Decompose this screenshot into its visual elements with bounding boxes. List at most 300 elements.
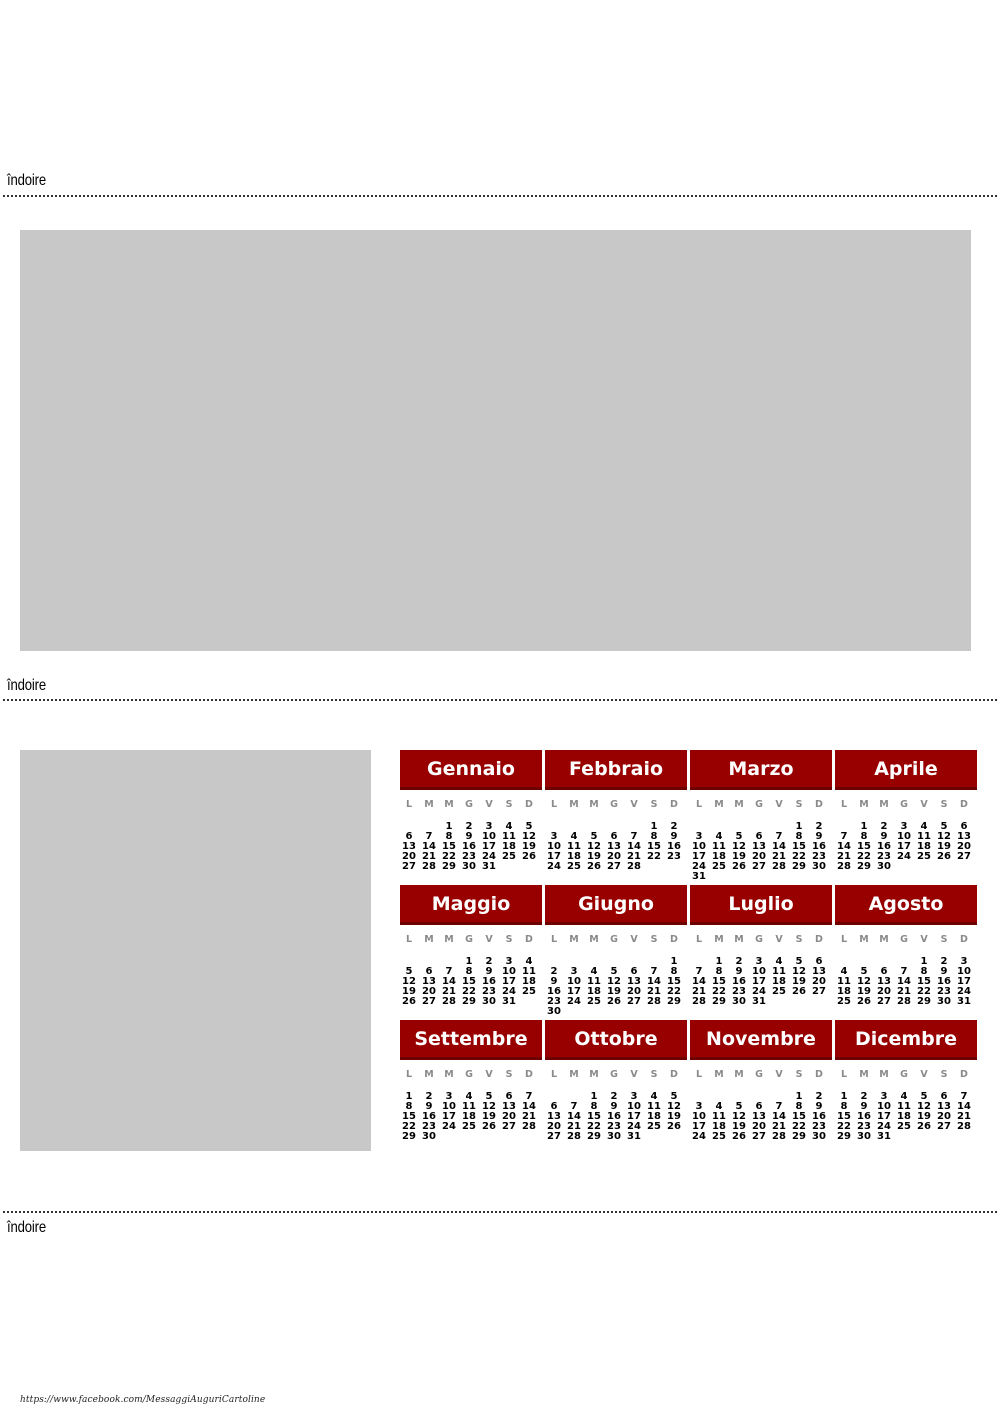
- weekday-label: G: [465, 1069, 473, 1080]
- day-number: 1: [795, 1091, 803, 1102]
- weekday-label: D: [670, 934, 678, 945]
- day-number: 29: [587, 1131, 601, 1142]
- day-number: 4: [900, 1091, 908, 1102]
- day-number: 30: [462, 861, 476, 872]
- day-number: 24: [547, 861, 561, 872]
- day-number: 17: [692, 851, 706, 862]
- day-number: 26: [732, 861, 746, 872]
- day-number: 29: [792, 1131, 806, 1142]
- day-number: 13: [957, 831, 971, 842]
- day-number: 22: [402, 1121, 416, 1132]
- day-number: 6: [880, 966, 888, 977]
- month-luglio: [690, 885, 832, 1007]
- day-number: 26: [937, 851, 951, 862]
- day-number: 23: [547, 996, 561, 1007]
- day-number: 31: [692, 871, 706, 882]
- weekday-label: M: [714, 934, 724, 945]
- day-number: 8: [795, 831, 803, 842]
- weekday-label: S: [940, 799, 948, 810]
- day-number: 2: [465, 821, 473, 832]
- month-title: Agosto: [835, 885, 977, 925]
- day-number: 27: [752, 1131, 766, 1142]
- day-number: 16: [482, 976, 496, 987]
- day-number: 18: [567, 851, 581, 862]
- day-number: 23: [937, 986, 951, 997]
- day-number: 15: [712, 976, 726, 987]
- day-number: 16: [812, 841, 826, 852]
- day-number: 8: [795, 1101, 803, 1112]
- day-number: 8: [715, 966, 723, 977]
- day-number: 8: [405, 1101, 413, 1112]
- day-number: 15: [667, 976, 681, 987]
- day-number: 19: [402, 986, 416, 997]
- weekday-label: G: [900, 799, 908, 810]
- weekday-label: M: [734, 799, 744, 810]
- day-number: 10: [897, 831, 911, 842]
- day-number: 18: [502, 841, 516, 852]
- day-number: 29: [442, 861, 456, 872]
- day-number: 7: [630, 831, 638, 842]
- day-number: 3: [755, 956, 763, 967]
- day-number: 28: [422, 861, 436, 872]
- day-number: 20: [627, 986, 641, 997]
- day-number: 31: [482, 861, 496, 872]
- weekday-label: S: [795, 1069, 803, 1080]
- day-number: 25: [462, 1121, 476, 1132]
- day-number: 4: [920, 821, 928, 832]
- day-number: 3: [960, 956, 968, 967]
- day-number: 28: [522, 1121, 536, 1132]
- day-number: 6: [550, 1101, 558, 1112]
- month-marzo: [690, 750, 832, 882]
- day-number: 29: [857, 861, 871, 872]
- day-number: 26: [522, 851, 536, 862]
- day-number: 2: [550, 966, 558, 977]
- weekday-label: M: [569, 934, 579, 945]
- day-number: 6: [960, 821, 968, 832]
- day-number: 21: [957, 1111, 971, 1122]
- day-number: 28: [957, 1121, 971, 1132]
- day-number: 6: [755, 1101, 763, 1112]
- day-number: 15: [837, 1111, 851, 1122]
- day-number: 6: [940, 1091, 948, 1102]
- month-giugno: [545, 885, 687, 1017]
- day-number: 5: [670, 1091, 678, 1102]
- day-number: 3: [630, 1091, 638, 1102]
- month-ottobre: [545, 1020, 687, 1142]
- day-number: 25: [897, 1121, 911, 1132]
- day-number: 12: [857, 976, 871, 987]
- day-number: 14: [522, 1101, 536, 1112]
- day-number: 29: [667, 996, 681, 1007]
- day-number: 19: [667, 1111, 681, 1122]
- day-number: 23: [877, 851, 891, 862]
- day-number: 10: [877, 1101, 891, 1112]
- day-number: 30: [482, 996, 496, 1007]
- day-number: 24: [442, 1121, 456, 1132]
- day-number: 19: [732, 1121, 746, 1132]
- day-number: 13: [752, 841, 766, 852]
- day-number: 20: [877, 986, 891, 997]
- day-number: 15: [917, 976, 931, 987]
- day-number: 6: [630, 966, 638, 977]
- day-number: 9: [550, 976, 558, 987]
- day-number: 15: [462, 976, 476, 987]
- fold-label-middle: îndoire: [7, 677, 46, 694]
- day-number: 14: [837, 841, 851, 852]
- day-number: 19: [857, 986, 871, 997]
- weekday-label: G: [755, 799, 763, 810]
- day-number: 26: [792, 986, 806, 997]
- day-number: 15: [857, 841, 871, 852]
- month-title: Luglio: [690, 885, 832, 925]
- day-number: 14: [442, 976, 456, 987]
- day-number: 23: [422, 1121, 436, 1132]
- day-number: 12: [792, 966, 806, 977]
- day-number: 13: [812, 966, 826, 977]
- day-number: 28: [627, 861, 641, 872]
- day-number: 20: [402, 851, 416, 862]
- weekday-label: M: [589, 1069, 599, 1080]
- day-number: 5: [525, 821, 533, 832]
- day-number: 7: [840, 831, 848, 842]
- day-number: 27: [502, 1121, 516, 1132]
- day-number: 5: [940, 821, 948, 832]
- day-number: 24: [877, 1121, 891, 1132]
- day-number: 3: [505, 956, 513, 967]
- weekday-label: M: [444, 799, 454, 810]
- day-number: 23: [732, 986, 746, 997]
- day-number: 26: [857, 996, 871, 1007]
- day-number: 12: [587, 841, 601, 852]
- day-number: 7: [525, 1091, 533, 1102]
- weekday-label: D: [960, 934, 968, 945]
- day-number: 17: [692, 1121, 706, 1132]
- day-number: 24: [482, 851, 496, 862]
- day-number: 15: [647, 841, 661, 852]
- day-number: 29: [917, 996, 931, 1007]
- day-number: 19: [917, 1111, 931, 1122]
- day-number: 19: [792, 976, 806, 987]
- day-number: 3: [695, 1101, 703, 1112]
- weekday-label: D: [525, 1069, 533, 1080]
- day-number: 4: [840, 966, 848, 977]
- photo-placeholder-small[interactable]: [20, 750, 371, 1151]
- day-number: 12: [732, 841, 746, 852]
- weekday-label: G: [900, 934, 908, 945]
- day-number: 24: [627, 1121, 641, 1132]
- day-number: 1: [650, 821, 658, 832]
- day-number: 9: [940, 966, 948, 977]
- day-number: 27: [402, 861, 416, 872]
- day-number: 22: [792, 851, 806, 862]
- day-number: 4: [505, 821, 513, 832]
- fold-line-bottom: [3, 1211, 997, 1213]
- weekday-label: M: [424, 1069, 434, 1080]
- day-number: 1: [840, 1091, 848, 1102]
- day-number: 31: [752, 996, 766, 1007]
- day-number: 15: [792, 1111, 806, 1122]
- day-number: 26: [607, 996, 621, 1007]
- day-number: 12: [607, 976, 621, 987]
- day-number: 13: [752, 1111, 766, 1122]
- day-number: 11: [917, 831, 931, 842]
- day-number: 26: [732, 1131, 746, 1142]
- day-number: 15: [442, 841, 456, 852]
- day-number: 20: [422, 986, 436, 997]
- day-number: 5: [920, 1091, 928, 1102]
- day-number: 26: [402, 996, 416, 1007]
- weekday-label: M: [734, 1069, 744, 1080]
- day-number: 16: [667, 841, 681, 852]
- photo-placeholder-large[interactable]: [20, 230, 971, 651]
- day-number: 23: [812, 1121, 826, 1132]
- weekday-label: L: [550, 1069, 558, 1080]
- day-number: 23: [462, 851, 476, 862]
- day-number: 24: [502, 986, 516, 997]
- day-number: 24: [692, 1131, 706, 1142]
- day-number: 22: [442, 851, 456, 862]
- day-number: 25: [712, 861, 726, 872]
- day-number: 30: [732, 996, 746, 1007]
- day-number: 5: [795, 956, 803, 967]
- day-number: 9: [735, 966, 743, 977]
- weekday-label: S: [940, 934, 948, 945]
- day-number: 18: [522, 976, 536, 987]
- day-number: 25: [772, 986, 786, 997]
- day-number: 8: [670, 966, 678, 977]
- day-number: 18: [712, 851, 726, 862]
- weekday-label: V: [920, 799, 928, 810]
- day-number: 6: [405, 831, 413, 842]
- day-number: 3: [880, 1091, 888, 1102]
- day-number: 27: [877, 996, 891, 1007]
- day-number: 28: [897, 996, 911, 1007]
- day-number: 26: [917, 1121, 931, 1132]
- weekday-label: M: [444, 934, 454, 945]
- weekday-label: M: [569, 1069, 579, 1080]
- month-gennaio: [400, 750, 542, 872]
- day-number: 16: [732, 976, 746, 987]
- day-number: 9: [425, 1101, 433, 1112]
- day-number: 28: [837, 861, 851, 872]
- weekday-label: L: [405, 1069, 413, 1080]
- weekday-label: S: [505, 934, 513, 945]
- day-number: 20: [752, 1121, 766, 1132]
- day-number: 11: [712, 1111, 726, 1122]
- day-number: 14: [897, 976, 911, 987]
- day-number: 1: [445, 821, 453, 832]
- weekday-label: S: [505, 799, 513, 810]
- day-number: 26: [587, 861, 601, 872]
- day-number: 18: [712, 1121, 726, 1132]
- day-number: 8: [445, 831, 453, 842]
- day-number: 12: [522, 831, 536, 842]
- month-title: Giugno: [545, 885, 687, 925]
- day-number: 25: [522, 986, 536, 997]
- day-number: 20: [502, 1111, 516, 1122]
- weekday-label: D: [960, 1069, 968, 1080]
- day-number: 21: [692, 986, 706, 997]
- day-number: 22: [647, 851, 661, 862]
- day-number: 11: [502, 831, 516, 842]
- day-number: 17: [897, 841, 911, 852]
- day-number: 21: [567, 1121, 581, 1132]
- day-number: 13: [607, 841, 621, 852]
- day-number: 14: [567, 1111, 581, 1122]
- day-number: 9: [860, 1101, 868, 1112]
- day-number: 6: [425, 966, 433, 977]
- day-number: 28: [692, 996, 706, 1007]
- day-number: 21: [627, 851, 641, 862]
- day-number: 21: [772, 1121, 786, 1132]
- month-title: Maggio: [400, 885, 542, 925]
- day-number: 18: [897, 1111, 911, 1122]
- day-number: 30: [857, 1131, 871, 1142]
- month-novembre: [690, 1020, 832, 1142]
- day-number: 28: [567, 1131, 581, 1142]
- day-number: 27: [607, 861, 621, 872]
- month-settembre: [400, 1020, 542, 1142]
- day-number: 21: [897, 986, 911, 997]
- weekday-label: L: [840, 934, 848, 945]
- day-number: 4: [715, 1101, 723, 1112]
- day-number: 29: [712, 996, 726, 1007]
- day-number: 17: [877, 1111, 891, 1122]
- day-number: 5: [590, 831, 598, 842]
- day-number: 31: [957, 996, 971, 1007]
- day-number: 8: [465, 966, 473, 977]
- weekday-label: M: [444, 1069, 454, 1080]
- day-number: 4: [650, 1091, 658, 1102]
- day-number: 10: [752, 966, 766, 977]
- day-number: 1: [920, 956, 928, 967]
- day-number: 28: [647, 996, 661, 1007]
- weekday-label: L: [405, 799, 413, 810]
- day-number: 3: [695, 831, 703, 842]
- day-number: 10: [692, 841, 706, 852]
- day-number: 12: [732, 1111, 746, 1122]
- day-number: 14: [772, 1111, 786, 1122]
- day-number: 3: [445, 1091, 453, 1102]
- day-number: 7: [695, 966, 703, 977]
- day-number: 17: [752, 976, 766, 987]
- month-title: Marzo: [690, 750, 832, 790]
- day-number: 9: [610, 1101, 618, 1112]
- day-number: 29: [837, 1131, 851, 1142]
- day-number: 8: [590, 1101, 598, 1112]
- weekday-label: V: [920, 1069, 928, 1080]
- day-number: 2: [940, 956, 948, 967]
- month-title: Gennaio: [400, 750, 542, 790]
- day-number: 12: [937, 831, 951, 842]
- weekday-label: S: [505, 1069, 513, 1080]
- day-number: 5: [485, 1091, 493, 1102]
- day-number: 9: [815, 831, 823, 842]
- day-number: 21: [522, 1111, 536, 1122]
- weekday-label: S: [940, 1069, 948, 1080]
- day-number: 9: [465, 831, 473, 842]
- weekday-label: M: [859, 799, 869, 810]
- weekday-label: L: [695, 799, 703, 810]
- day-number: 1: [405, 1091, 413, 1102]
- month-aprile: [835, 750, 977, 872]
- day-number: 22: [587, 1121, 601, 1132]
- weekday-label: S: [795, 934, 803, 945]
- day-number: 21: [442, 986, 456, 997]
- weekday-label: L: [695, 1069, 703, 1080]
- weekday-label: M: [569, 799, 579, 810]
- day-number: 17: [442, 1111, 456, 1122]
- day-number: 20: [752, 851, 766, 862]
- day-number: 22: [462, 986, 476, 997]
- day-number: 13: [422, 976, 436, 987]
- day-number: 2: [670, 821, 678, 832]
- weekday-label: M: [879, 799, 889, 810]
- day-number: 27: [957, 851, 971, 862]
- day-number: 11: [647, 1101, 661, 1112]
- weekday-label: M: [589, 799, 599, 810]
- day-number: 14: [647, 976, 661, 987]
- day-number: 8: [840, 1101, 848, 1112]
- weekday-label: S: [795, 799, 803, 810]
- day-number: 12: [482, 1101, 496, 1112]
- day-number: 3: [550, 831, 558, 842]
- weekday-label: S: [650, 934, 658, 945]
- day-number: 7: [570, 1101, 578, 1112]
- weekday-label: D: [670, 799, 678, 810]
- day-number: 22: [857, 851, 871, 862]
- day-number: 22: [712, 986, 726, 997]
- day-number: 22: [667, 986, 681, 997]
- weekday-label: L: [695, 934, 703, 945]
- day-number: 10: [627, 1101, 641, 1112]
- weekday-label: G: [610, 1069, 618, 1080]
- weekday-label: V: [920, 934, 928, 945]
- weekday-label: V: [485, 934, 493, 945]
- day-number: 28: [442, 996, 456, 1007]
- weekday-label: M: [424, 934, 434, 945]
- day-number: 8: [920, 966, 928, 977]
- day-number: 10: [442, 1101, 456, 1112]
- day-number: 12: [402, 976, 416, 987]
- day-number: 18: [587, 986, 601, 997]
- day-number: 29: [462, 996, 476, 1007]
- weekday-label: L: [405, 934, 413, 945]
- weekday-label: G: [610, 934, 618, 945]
- day-number: 11: [567, 841, 581, 852]
- month-maggio: [400, 885, 542, 1007]
- day-number: 4: [465, 1091, 473, 1102]
- fold-line-middle: [3, 699, 997, 701]
- day-number: 27: [547, 1131, 561, 1142]
- day-number: 14: [627, 841, 641, 852]
- weekday-label: D: [815, 799, 823, 810]
- day-number: 26: [667, 1121, 681, 1132]
- day-number: 25: [917, 851, 931, 862]
- day-number: 16: [812, 1111, 826, 1122]
- day-number: 4: [590, 966, 598, 977]
- day-number: 13: [402, 841, 416, 852]
- day-number: 17: [627, 1111, 641, 1122]
- day-number: 31: [877, 1131, 891, 1142]
- day-number: 2: [880, 821, 888, 832]
- day-number: 16: [857, 1111, 871, 1122]
- day-number: 10: [547, 841, 561, 852]
- weekday-label: V: [630, 799, 638, 810]
- day-number: 18: [647, 1111, 661, 1122]
- day-number: 30: [812, 1131, 826, 1142]
